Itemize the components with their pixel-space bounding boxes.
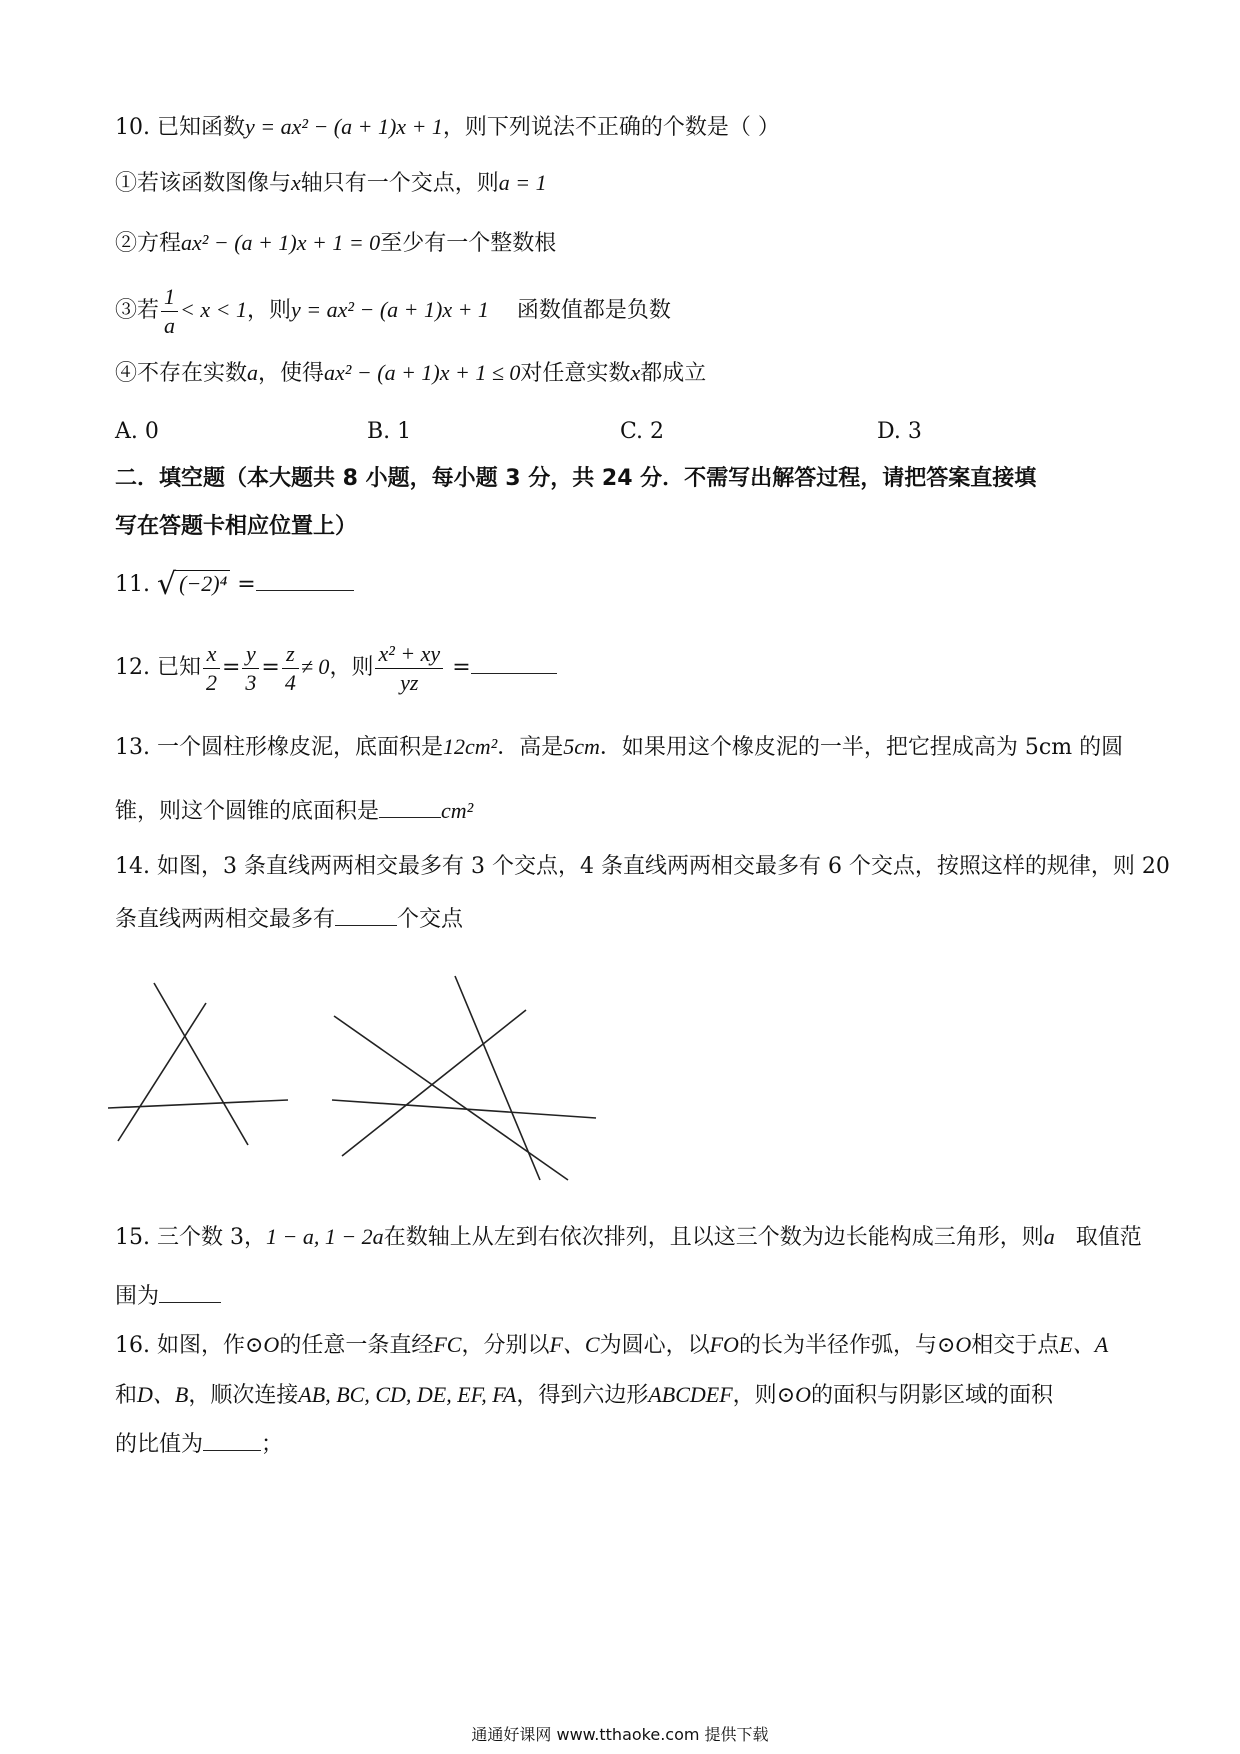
line-2 — [455, 976, 540, 1180]
q10-option-b: B. 1 — [367, 419, 412, 444]
fraction-x-over-2: $\frac{x}{2}$ — [203, 640, 220, 697]
line-1 — [334, 1016, 568, 1180]
q13-line1: 13. 一个圆柱形橡皮泥，底面积是12cm²．高是5cm．如果用这个橡皮泥的一半，把它捏成高为 5cm 的圆 — [115, 734, 1124, 760]
q16-answer-blank[interactable] — [203, 1428, 261, 1451]
q10-option-a: A. 0 — [115, 419, 159, 444]
section-2-header-line2: 写在答题卡相应位置上） — [115, 514, 358, 539]
page-footer: 通通好课网 www.tthaoke.com 提供下载 — [471, 1725, 769, 1744]
sqrt-sign: √ — [157, 567, 177, 602]
q10-option-d: D. 3 — [877, 419, 922, 444]
q12: 12. 已知 $\frac{x}{2}$ = $\frac{y}{3}$ = $\frac{z}{4}$ ≠ 0，则 $\frac{\text{x² + xy}}{yz}$ = — [115, 634, 557, 701]
q13-line2: 锥，则这个圆锥的底面积是 cm² — [115, 795, 473, 827]
q10-statement-1: ①若该函数图像与x轴只有一个交点，则a = 1 — [115, 170, 547, 196]
q15-line1: 15. 三个数 3，1 − a, 1 − 2a在数轴上从左到右依次排列，且以这三个数为边长能构成三角形，则a 取值范 — [115, 1224, 1142, 1250]
line-2 — [118, 1003, 206, 1141]
q15-answer-blank[interactable] — [159, 1280, 221, 1303]
fraction-1-over-a: $\frac{1}{a}$ — [161, 283, 178, 340]
fraction-z-over-4: $\frac{z}{4}$ — [282, 640, 299, 697]
section-2-header-line1: 二．填空题（本大题共 8 小题，每小题 3 分，共 24 分．不需写出解答过程，请把答案直接填 — [115, 466, 1037, 491]
q10-statement-2: ②方程ax² − (a + 1)x + 1 = 0至少有一个整数根 — [115, 230, 557, 256]
q16-line2: 和D、B，顺次连接AB, BC, CD, DE, EF, FA，得到六边形ABCDEF，则⊙O的面积与阴影区域的面积 — [115, 1382, 1054, 1408]
q13-answer-blank[interactable] — [379, 795, 441, 818]
fraction-expression: $\frac{\text{x² + xy}}{yz}$ — [375, 640, 443, 697]
line-3 — [108, 1100, 288, 1108]
q10-option-c: C. 2 — [620, 419, 665, 444]
fraction-y-over-3: $\frac{y}{3}$ — [242, 640, 259, 697]
three-lines-figure — [108, 975, 308, 1155]
q16-line1: 16. 如图，作⊙O的任意一条直经FC，分别以F、C为圆心，以FO的长为半径作弧，与⊙O相交于点E、A — [115, 1332, 1109, 1358]
q10-statement-4: ④不存在实数a，使得ax² − (a + 1)x + 1 ≤ 0对任意实数x都成立 — [115, 360, 707, 386]
q14-line1: 14. 如图，3 条直线两两相交最多有 3 个交点，4 条直线两两相交最多有 6 个交点，按照这样的规律，则 20 — [115, 854, 1170, 879]
q14-line2: 条直线两两相交最多有 个交点 — [115, 903, 463, 935]
q15-line2: 围为 — [115, 1280, 221, 1312]
line-4 — [332, 1100, 596, 1118]
q10-stem: 10. 已知函数y = ax² − (a + 1)x + 1，则下列说法不正确的个数是（ ） — [115, 114, 780, 140]
q16-line3: 的比值为 ； — [115, 1428, 283, 1460]
line-1 — [154, 983, 248, 1145]
q11-radicand: (−2)⁴ — [176, 570, 230, 596]
q14-answer-blank[interactable] — [335, 903, 397, 926]
q11-answer-blank[interactable] — [256, 568, 354, 591]
q11: 11. √ (−2)⁴ = — [115, 568, 354, 600]
four-lines-figure — [328, 970, 608, 1185]
q10-statement-3: ③若 $\frac{1}{a}$ < x < 1，则y = ax² − (a + 1)x + 1 函数值都是负数 — [115, 283, 671, 338]
q12-answer-blank[interactable] — [471, 651, 557, 674]
line-3 — [342, 1010, 526, 1156]
